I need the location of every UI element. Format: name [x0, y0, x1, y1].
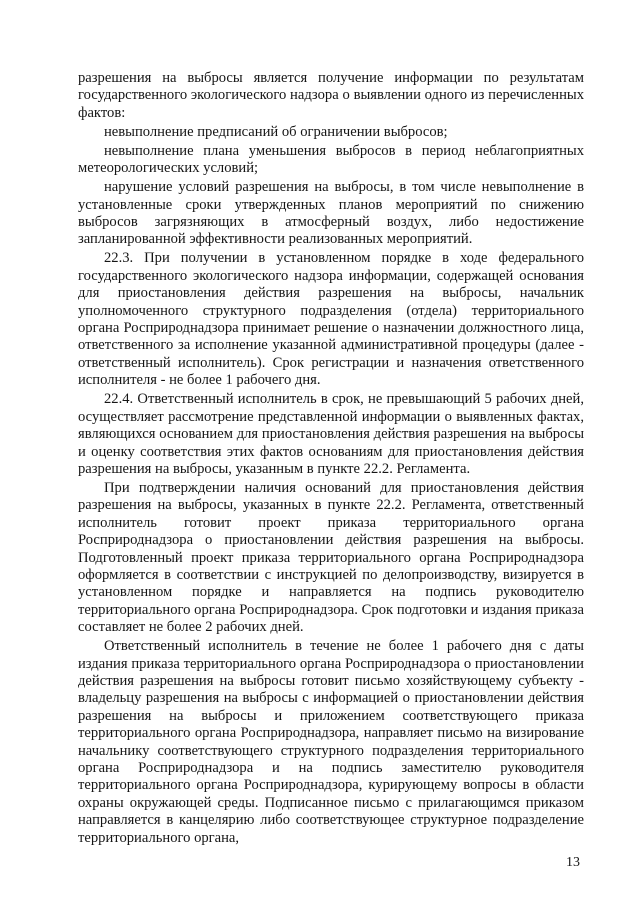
list-item-3: нарушение условий разрешения на выбросы, в том числе невыполнение в установленные сроки утвержденных планов мероприятий по снижению выбросов загрязняющих в атмосферный воздух, либо недостижение запланированной эффективности реализованных мероприятий. [78, 179, 584, 248]
list-item-2: невыполнение плана уменьшения выбросов в период неблагоприятных метеорологических условий; [78, 142, 584, 177]
list-item-1: невыполнение предписаний об ограничении выбросов; [104, 123, 448, 140]
page-number: 13 [566, 855, 580, 870]
paragraph-continuation: разрешения на выбросы является получение информации по результатам государственного экологического надзора о выявлении одного из перечисленных фактов: [78, 70, 584, 121]
paragraph-22-4: 22.4. Ответственный исполнитель в срок, не превышающий 5 рабочих дней, осуществляет рассмотрение представленной информации о выявленных фактах, являющихся основанием для приостановления действия разрешения на выбросы и оценку соответствия этих фактов основаниям для приостановления действия разрешения на выбросы, указанным в пункте 22.2. Регламента. [78, 391, 584, 477]
paragraph-22-3: 22.3. При получении в установленном порядке в ходе федерального государственного экологического надзора информации, содержащей основания для приостановления действия разрешения на выбросы, начальник уполномоченного структурного подразделения (отдела) территориального органа Росприроднадзора принимает решение о назначении должностного лица, ответственного за исполнение указанной административной процедуры (далее - ответственный исполнитель). Срок регистрации и назначения ответственного исполнителя - не более 1 рабочего дня. [78, 250, 584, 389]
paragraph-executor: Ответственный исполнитель в течение не более 1 рабочего дня с даты издания приказа территориального органа Росприроднадзора о приостановлении действия разрешения на выбросы готовит письмо хозяйствующему субъекту - владельцу разрешения на выбросы с информацией о приостановлении действия разрешения на выбросы и приложением соответствующего приказа территориального органа Росприроднадзора, направляет письмо на визирование начальнику соответствующего структурного подразделения территориального органа Росприроднадзора и на подпись заместителю руководителя территориального органа Росприроднадзора, курирующему вопросы в области охраны окружающей среды. Подписанное письмо с прилагающимся приказом направляется в канцелярию либо соответствующее структурное подразделение территориального органа, [78, 638, 584, 846]
document-body [78, 70, 584, 849]
paragraph-confirmation: При подтверждении наличия оснований для приостановления действия разрешения на выбросы, указанных в пункте 22.2. Регламента, ответственный исполнитель готовит проект приказа территориального органа Росприроднадзора о приостановлении действия разрешения на выбросы. Подготовленный проект приказа территориального органа Росприроднадзора оформляется в соответствии с инструкцией по делопроизводству, визируется в установленном порядке и направляется на подпись руководителю территориального органа Росприроднадзора. Срок подготовки и издания приказа составляет не более 2 рабочих дней. [78, 479, 584, 636]
